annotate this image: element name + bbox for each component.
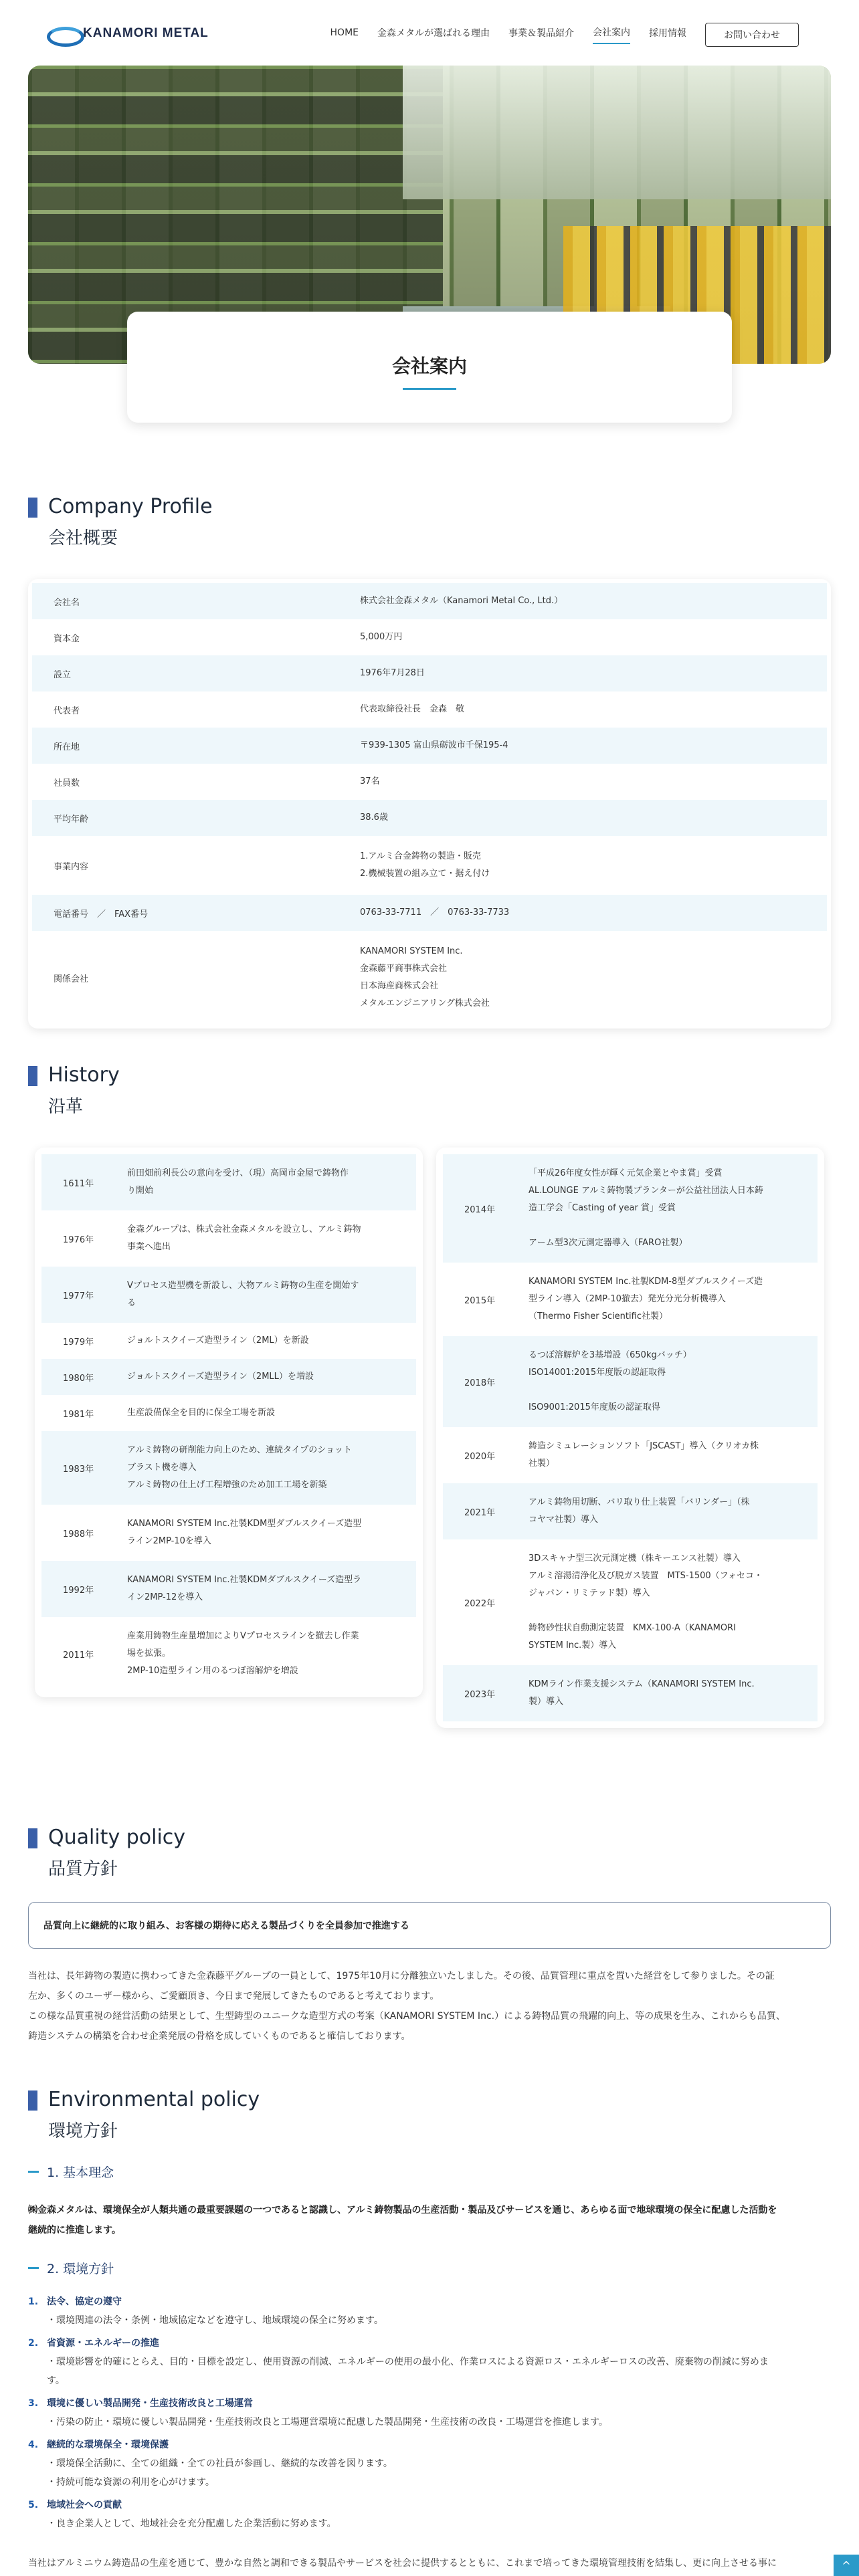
profile-table bbox=[28, 579, 831, 1029]
text-line: 金森グループは、株式会社金森メタルを設立し、アルミ鋳物 bbox=[127, 1224, 361, 1235]
history-row bbox=[41, 1431, 416, 1505]
env-item-heading bbox=[28, 2436, 831, 2454]
text-line: 38.6歳 bbox=[360, 813, 388, 823]
text-line: る bbox=[127, 1298, 136, 1308]
text-line: 場を拡張。 bbox=[127, 1648, 171, 1658]
profile-title-en: Company Profile bbox=[48, 495, 213, 518]
text-line: 継続的に推進します。 bbox=[28, 2225, 121, 2236]
text-line: 代表取締役社長 金森 敬 bbox=[360, 704, 465, 714]
env-item-number: 3. bbox=[28, 2398, 39, 2409]
history-text bbox=[529, 1550, 818, 1654]
section-marker bbox=[28, 2090, 37, 2111]
history-text bbox=[127, 1277, 416, 1312]
text-line: 37名 bbox=[360, 776, 380, 786]
env-policy-item bbox=[28, 2334, 831, 2390]
text-line: 「平成26年度女性が輝く元気企業とやま賞」受賞 bbox=[529, 1168, 723, 1178]
text-line bbox=[529, 1382, 804, 1399]
history-year: 1611年 bbox=[63, 1178, 94, 1189]
section-marker bbox=[28, 1066, 37, 1086]
text-line: KANAMORI SYSTEM Inc.社製KDM型ダブルスクイーズ造型 bbox=[127, 1519, 362, 1529]
text-line: 株式会社金森メタル（Kanamori Metal Co., Ltd.） bbox=[360, 596, 563, 606]
history-year: 1979年 bbox=[63, 1337, 94, 1348]
history-row bbox=[443, 1154, 818, 1263]
env-basic-paragraph bbox=[28, 2200, 831, 2240]
text-line: ブラスト機を導入 bbox=[127, 1463, 197, 1473]
history-text bbox=[127, 1404, 416, 1422]
history-title-ja: 沿革 bbox=[48, 1097, 84, 1117]
profile-value bbox=[360, 904, 827, 922]
text-line: この様な品質重視の経営活動の結果として、生型鋳型のユニークな造型方式の考案（KANAMORI SYSTEM Inc.）による鋳物品質の飛躍的向上、等の成果を生み、これからも品質、 bbox=[28, 2011, 785, 2022]
history-text bbox=[127, 1442, 416, 1494]
history-year: 2014年 bbox=[464, 1204, 496, 1215]
profile-row bbox=[32, 800, 827, 836]
history-row bbox=[41, 1154, 416, 1210]
env-item-number: 2. bbox=[28, 2338, 39, 2349]
text-line: 2MP-10造型ライン用のるつぼ溶解炉を増設 bbox=[127, 1666, 298, 1676]
quality-paragraph bbox=[28, 1966, 831, 2046]
title-underline bbox=[403, 388, 456, 390]
profile-row bbox=[32, 728, 827, 764]
text-line: Vプロセス造型機を新設し、大物アルミ鋳物の生産を開始す bbox=[127, 1281, 359, 1291]
section-marker bbox=[28, 1828, 37, 1848]
nav-reasons[interactable]: 金森メタルが選ばれる理由 bbox=[377, 28, 490, 39]
text-line: アーム型3次元測定器導入（FARO社製） bbox=[529, 1238, 688, 1248]
profile-row bbox=[32, 583, 827, 619]
env-title-en: Environmental policy bbox=[48, 2088, 260, 2111]
text-line: 5,000万円 bbox=[360, 632, 403, 642]
text-line bbox=[529, 1602, 804, 1620]
profile-value bbox=[360, 665, 827, 682]
history-year: 1981年 bbox=[63, 1409, 94, 1420]
history-year: 2021年 bbox=[464, 1507, 496, 1518]
history-year: 2018年 bbox=[464, 1378, 496, 1388]
history-year: 1977年 bbox=[63, 1291, 94, 1301]
text-line: 金森藤平商事株式会社 bbox=[360, 964, 448, 974]
text-line: り開始 bbox=[127, 1186, 154, 1196]
env-item-heading bbox=[28, 2394, 831, 2413]
env-policy-item bbox=[28, 2394, 831, 2432]
env-item-detail bbox=[28, 2454, 831, 2492]
env-item-title: 継続的な環境保全・環境保護 bbox=[47, 2440, 169, 2450]
text-line: イン2MP-12を導入 bbox=[127, 1592, 203, 1602]
env-item-heading bbox=[28, 2334, 831, 2353]
env-item-detail bbox=[28, 2514, 831, 2533]
profile-row bbox=[32, 931, 827, 1025]
text-line: 日本海産商株式会社 bbox=[360, 981, 439, 991]
profile-title-ja: 会社概要 bbox=[48, 528, 118, 548]
text-line: KANAMORI SYSTEM Inc.社製KDM-8型ダブルスクイーズ造 bbox=[529, 1277, 763, 1287]
history-table-left bbox=[35, 1148, 423, 1697]
env-policy-item bbox=[28, 2436, 831, 2492]
profile-row bbox=[32, 836, 827, 895]
history-row bbox=[41, 1617, 416, 1691]
history-year: 1983年 bbox=[63, 1464, 94, 1475]
env-item-detail bbox=[28, 2413, 831, 2432]
env-item-title: 法令、協定の遵守 bbox=[47, 2296, 122, 2307]
quality-title-ja: 品質方針 bbox=[48, 1859, 118, 1879]
env-item-number: 5. bbox=[28, 2500, 39, 2510]
history-title-en: History bbox=[48, 1063, 120, 1087]
profile-value bbox=[360, 848, 827, 883]
text-line: 鋳造シミュレーションソフト「JSCAST」導入（クリオカ株 bbox=[529, 1441, 759, 1451]
history-row bbox=[443, 1483, 818, 1539]
text-line: 1.アルミ合金鋳物の製造・販売 bbox=[360, 851, 481, 861]
page-title: 会社案内 bbox=[391, 355, 467, 377]
text-line: SYSTEM Inc.製）導入 bbox=[529, 1640, 617, 1650]
text-line: 鋳造システムの構築を合わせ企業発展の骨格を成していくものであると確信しております。 bbox=[28, 2031, 411, 2042]
text-line: 前田畑前利長公の意向を受け、（現）高岡市金屋で鋳物作 bbox=[127, 1168, 349, 1178]
text-line: ジャパン・リミテッド製）導入 bbox=[529, 1588, 650, 1598]
history-text bbox=[529, 1273, 818, 1325]
profile-row bbox=[32, 619, 827, 655]
history-text bbox=[127, 1165, 416, 1200]
text-line: KANAMORI SYSTEM Inc.社製KDMダブルスクイーズ造型ラ bbox=[127, 1575, 362, 1585]
history-text bbox=[529, 1676, 818, 1711]
profile-key: 関係会社 bbox=[54, 974, 89, 984]
text-line: ・持続可能な資源の利用を心がけます。 bbox=[47, 2477, 215, 2488]
history-table-right bbox=[436, 1148, 824, 1728]
history-row bbox=[41, 1267, 416, 1323]
profile-key: 会社名 bbox=[54, 597, 80, 608]
quality-title-en: Quality policy bbox=[48, 1826, 186, 1849]
section-marker bbox=[28, 498, 37, 518]
history-row bbox=[41, 1323, 416, 1359]
text-line: ジョルトスクイーズ造型ライン（2ML）を新設 bbox=[127, 1335, 309, 1346]
profile-value bbox=[360, 737, 827, 754]
text-line: ・環境保全活動に、全ての組織・全ての社員が参画し、継続的な改善を図ります。 bbox=[47, 2458, 393, 2469]
history-text bbox=[529, 1494, 818, 1529]
history-row bbox=[41, 1210, 416, 1267]
contact-button[interactable]: お問い合わせ bbox=[705, 23, 799, 47]
history-row bbox=[443, 1665, 818, 1721]
nav-company[interactable]: 会社案内 bbox=[593, 25, 630, 44]
text-line: ・良き企業人として、地域社会を充分配慮した企業活動に努めます。 bbox=[47, 2518, 337, 2529]
history-text bbox=[127, 1572, 416, 1606]
text-line: 1976年7月28日 bbox=[360, 668, 425, 678]
env-title-ja: 環境方針 bbox=[48, 2121, 118, 2141]
env-sub-basic bbox=[28, 2163, 114, 2181]
text-line: 事業へ進出 bbox=[127, 1242, 171, 1252]
history-row bbox=[443, 1263, 818, 1336]
env-item-title: 環境に優しい製品開発・生産技術改良と工場運営 bbox=[47, 2398, 253, 2409]
text-line: 当社は、長年鋳物の製造に携わってきた金森藤平グループの一員として、1975年10月に分離独立いたしました。その後、品質管理に重点を置いた経営をして参りました。その証 bbox=[28, 1971, 775, 1981]
profile-key: 設立 bbox=[54, 669, 72, 680]
text-line: ライン2MP-10を導入 bbox=[127, 1536, 211, 1546]
profile-row bbox=[32, 764, 827, 800]
history-text bbox=[529, 1165, 818, 1252]
history-text bbox=[529, 1438, 818, 1473]
text-line: アルミ鋳物の研削能力向上のため、連続タイプのショット bbox=[127, 1445, 353, 1455]
env-item-detail bbox=[28, 2311, 831, 2330]
profile-value bbox=[360, 593, 827, 610]
text-line: KDMライン作業支援システム（KANAMORI SYSTEM Inc. bbox=[529, 1679, 755, 1689]
env-item-detail bbox=[28, 2353, 831, 2390]
text-line: アルミ溶湯清浄化及び脱ガス装置 MTS-1500（フォセコ・ bbox=[529, 1571, 763, 1581]
history-row bbox=[443, 1427, 818, 1483]
history-year: 1976年 bbox=[63, 1235, 94, 1245]
profile-key: 所在地 bbox=[54, 742, 80, 752]
profile-key: 社員数 bbox=[54, 778, 80, 788]
history-year: 1992年 bbox=[63, 1585, 94, 1596]
text-line: コヤマ社製）導入 bbox=[529, 1515, 599, 1525]
history-text bbox=[127, 1515, 416, 1550]
profile-key: 資本金 bbox=[54, 633, 80, 644]
logo-swoosh-icon bbox=[47, 24, 80, 43]
main-nav bbox=[312, 23, 799, 47]
env-item-number: 1. bbox=[28, 2296, 39, 2307]
history-row bbox=[443, 1539, 818, 1665]
text-line: 製）導入 bbox=[529, 1697, 564, 1707]
env-item-title: 地域社会への貢献 bbox=[47, 2500, 122, 2510]
text-line: 産業用鋳物生産量増加によりVプロセスラインを撤去し作業 bbox=[127, 1631, 359, 1641]
history-row bbox=[41, 1505, 416, 1561]
history-year: 1988年 bbox=[63, 1529, 94, 1539]
back-to-top-button[interactable]: ^ bbox=[834, 2555, 859, 2576]
text-line: ・汚染の防止・環境に優しい製品開発・生産技術改良と工場運営環境に配慮した製品開発・生産技術の改良・工場運営を推進します。 bbox=[47, 2417, 608, 2428]
profile-key: 代表者 bbox=[54, 706, 80, 716]
history-year: 1980年 bbox=[63, 1373, 94, 1384]
nav-recruit[interactable]: 採用情報 bbox=[649, 28, 686, 39]
history-text bbox=[529, 1347, 818, 1416]
history-text bbox=[127, 1332, 416, 1350]
text-line: アルミ鋳物の仕上げ工程増強のため加工工場を新築 bbox=[127, 1480, 327, 1490]
text-line: 鋳物砂性状自動測定装置 KMX-100-A（KANAMORI bbox=[529, 1623, 736, 1633]
text-line: アルミ鋳物用切断、バリ取り仕上装置「バリンダー」（株 bbox=[529, 1497, 750, 1507]
env-item-number: 4. bbox=[28, 2440, 39, 2450]
logo[interactable] bbox=[47, 24, 209, 43]
history-text bbox=[127, 1368, 416, 1386]
text-line bbox=[529, 1217, 804, 1235]
text-line: ・環境関連の法令・条例・地域協定などを遵守し、地域環境の保全に努めます。 bbox=[47, 2315, 383, 2326]
history-year: 2015年 bbox=[464, 1295, 496, 1306]
profile-key: 事業内容 bbox=[54, 861, 89, 872]
text-line: ㈱金森メタルは、環境保全が人類共通の最重要課題の一つであると認識し、アルミ鋳物製品の生産活動・製品及びサービスを通じ、あらゆる面で地球環境の保全に配慮した活動を bbox=[28, 2205, 777, 2216]
text-line: ISO9001:2015年度版の認証取得 bbox=[529, 1402, 660, 1412]
env-sub-policy bbox=[28, 2259, 114, 2277]
text-line: KANAMORI SYSTEM Inc. bbox=[360, 946, 463, 956]
profile-value bbox=[360, 629, 827, 646]
hero-ceiling-graphic bbox=[403, 66, 831, 199]
text-line: 3Dスキャナ型三次元測定機（株キーエンス社製）導入 bbox=[529, 1553, 741, 1564]
profile-row bbox=[32, 655, 827, 691]
env-item-heading bbox=[28, 2292, 831, 2311]
sub-dash bbox=[28, 2267, 39, 2269]
profile-value bbox=[360, 773, 827, 790]
quality-policy-box: 品質向上に継続的に取り組み、お客様の期待に応える製品づくりを全員参加で推進する bbox=[28, 1902, 831, 1949]
text-line: 型ライン導入（2MP-10撤去）発光分光分析機導入 bbox=[529, 1294, 726, 1304]
history-text bbox=[127, 1221, 416, 1256]
profile-key: 電話番号 ／ FAX番号 bbox=[54, 909, 149, 920]
env-policy-item bbox=[28, 2496, 831, 2533]
text-line: 2.機械装置の組み立て・据え付け bbox=[360, 869, 490, 879]
text-line: 左か、多くのユーザー様から、ご愛顧頂き、今日まで発展してきたものであると考えております。 bbox=[28, 1991, 440, 2002]
history-row bbox=[41, 1395, 416, 1431]
text-line: ・環境影響を的確にとらえ、目的・目標を設定し、使用資源の削減、エネルギーの使用の最小化、作業ロスによる資源ロス・エネルギーロスの改善、廃棄物の削減に努めま bbox=[47, 2357, 769, 2367]
text-line: す。 bbox=[47, 2375, 65, 2386]
text-line: AL.LOUNGE アルミ鋳物製プランターが公益社団法人日本鋳 bbox=[529, 1186, 763, 1196]
env-policy-item bbox=[28, 2292, 831, 2330]
history-row bbox=[41, 1561, 416, 1617]
env-item-heading bbox=[28, 2496, 831, 2514]
text-line: ISO14001:2015年度版の認証取得 bbox=[529, 1368, 666, 1378]
profile-value bbox=[360, 809, 827, 827]
profile-value bbox=[360, 701, 827, 718]
history-row bbox=[443, 1336, 818, 1427]
profile-value bbox=[360, 943, 827, 1012]
profile-row bbox=[32, 895, 827, 931]
text-line: るつぼ溶解炉を3基増設（650kgバッチ） bbox=[529, 1350, 692, 1360]
text-line: メタルエンジニアリング株式会社 bbox=[360, 998, 490, 1008]
history-text bbox=[127, 1628, 416, 1680]
page-title-card bbox=[127, 312, 732, 423]
env-sub-policy-label: 2. 環境方針 bbox=[47, 2262, 114, 2276]
env-policy-list bbox=[28, 2292, 831, 2537]
nav-products[interactable]: 事業＆製品紹介 bbox=[508, 28, 574, 39]
env-sub-basic-label: 1. 基本理念 bbox=[47, 2165, 114, 2180]
logo-text: KANAMORI METAL bbox=[83, 26, 209, 40]
sub-dash bbox=[28, 2171, 39, 2173]
text-line: 造工学会「Casting of year 賞」受賞 bbox=[529, 1203, 676, 1213]
history-year: 2020年 bbox=[464, 1451, 496, 1462]
env-closing-paragraph: 当社はアルミニウム鋳造品の生産を通じて、豊かな自然と調和できる製品やサービスを社会に提供するとともに、これまで培ってきた環境管理技術を結集し、更に向上させる事に bbox=[28, 2558, 777, 2569]
text-line: 社製） bbox=[529, 1459, 555, 1469]
profile-row bbox=[32, 691, 827, 728]
nav-home[interactable]: HOME bbox=[330, 27, 359, 38]
history-year: 2022年 bbox=[464, 1598, 496, 1609]
history-row bbox=[41, 1359, 416, 1395]
text-line: 〒939-1305 富山県砺波市千保195-4 bbox=[360, 740, 508, 750]
text-line: 生産設備保全を目的に保全工場を新設 bbox=[127, 1408, 276, 1418]
profile-key: 平均年齢 bbox=[54, 814, 89, 825]
text-line: 0763-33-7711 ／ 0763-33-7733 bbox=[360, 907, 510, 918]
text-line: ジョルトスクイーズ造型ライン（2MLL）を増設 bbox=[127, 1372, 314, 1382]
history-year: 2023年 bbox=[464, 1689, 496, 1700]
site-header bbox=[0, 0, 859, 64]
history-year: 2011年 bbox=[63, 1650, 94, 1660]
text-line: （Thermo Fisher Scientific社製） bbox=[529, 1311, 668, 1321]
env-item-title: 省資源・エネルギーの推進 bbox=[47, 2338, 159, 2349]
